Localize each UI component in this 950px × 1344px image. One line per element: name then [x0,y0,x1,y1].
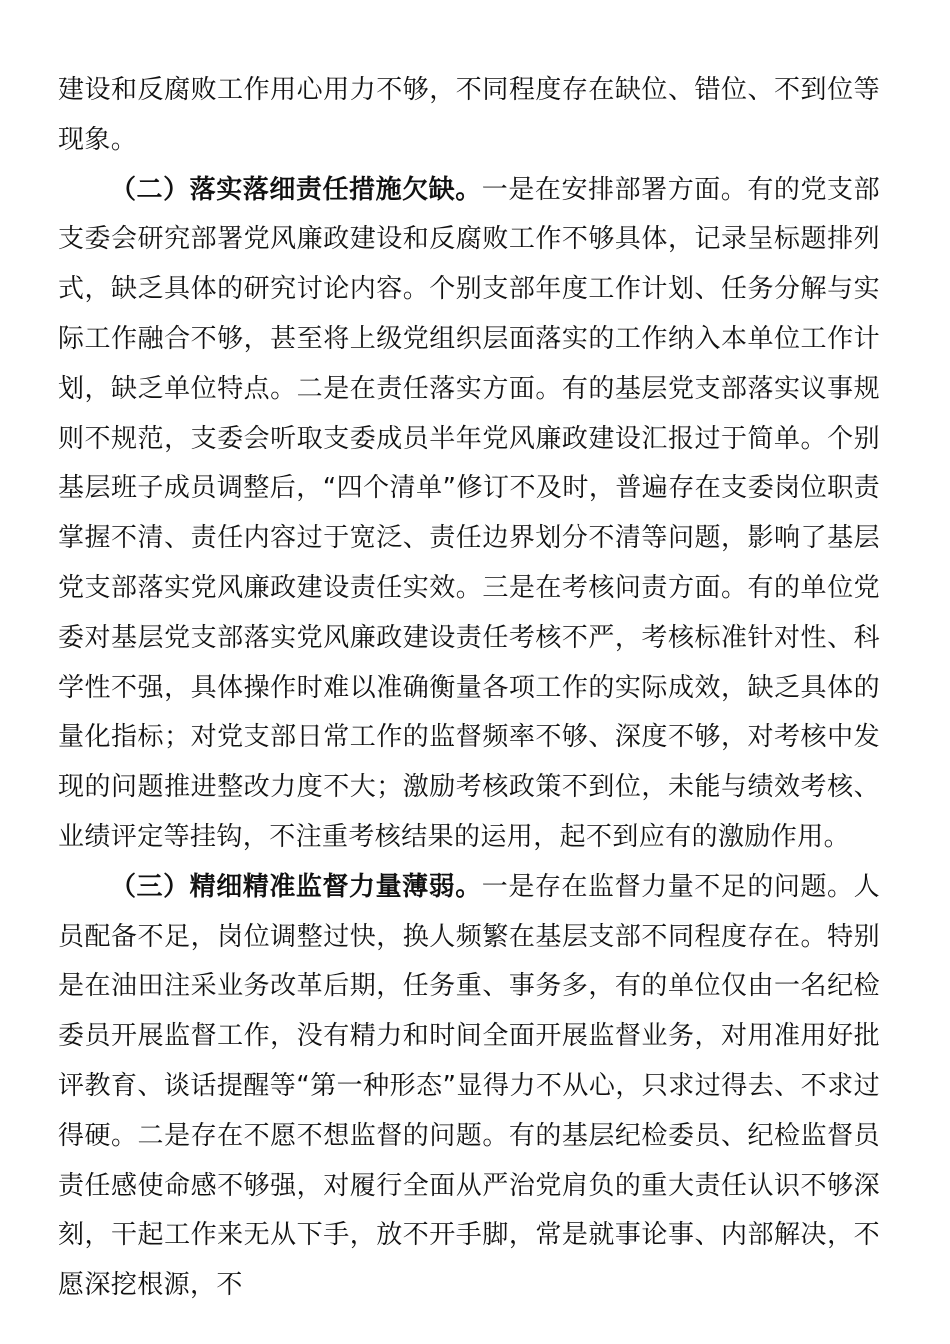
paragraph-body: 建设和反腐败工作用心用力不够，不同程度存在缺位、错位、不到位等现象。 [58,75,880,155]
paragraph-body: 一是在安排部署方面。有的党支部支委会研究部署党风廉政建设和反腐败工作不够具体，记录呈标题排列式，缺乏具体的研究讨论内容。个别支部年度工作计划、任务分解与实际工作融合不够，甚至将上级党组织层面落实的工作纳入本单位工作计划，缺乏单位特点。二是在责任落实方面。有的基层党支部落实议事规则不规范，支委会听取支委成员半年党风廉政建设汇报过于简单。个别基层班子成员调整后，“四个清单”修订不及时，普遍存在支委岗位职责掌握不清、责任内容过于宽泛、责任边界划分不清等问题，影响了基层党支部落实党风廉政建设责任实效。三是在考核问责方面。有的单位党委对基层党支部落实党风廉政建设责任考核不严，考核标准针对性、科学性不强，具体操作时难以准确衡量各项工作的实际成效，缺乏具体的量化指标；对党支部日常工作的监督频率不够、深度不够，对考核中发现的问题推进整改力度不大；激励考核政策不到位，未能与绩效考核、业绩评定等挂钩，不注重考核结果的运用，起不到应有的激励作用。 [58,174,880,852]
paragraph-continuation [58,66,880,166]
document-page [58,66,880,1311]
paragraph-section-2 [58,166,880,863]
paragraph-body: 一是存在监督力量不足的问题。人员配备不足，岗位调整过快，换人频繁在基层支部不同程度存在。特别是在油田注采业务改革后期，任务重、事务多，有的单位仅由一名纪检委员开展监督工作，没有精力和时间全面开展监督业务，对用准用好批评教育、谈话提醒等“第一种形态”显得力不从心，只求过得去、不求过得硬。二是存在不愿不想监督的问题。有的基层纪检委员、纪检监督员责任感使命感不够强，对履行全面从严治党肩负的重大责任认识不够深刻，干起工作来无从下手，放不开手脚，常是就事论事、内部解决，不愿深挖根源，不 [58,871,880,1301]
section-heading: （三）精细精准监督力量薄弱。 [110,871,482,902]
section-heading: （二）落实落细责任措施欠缺。 [110,174,482,205]
paragraph-section-3 [58,863,880,1311]
